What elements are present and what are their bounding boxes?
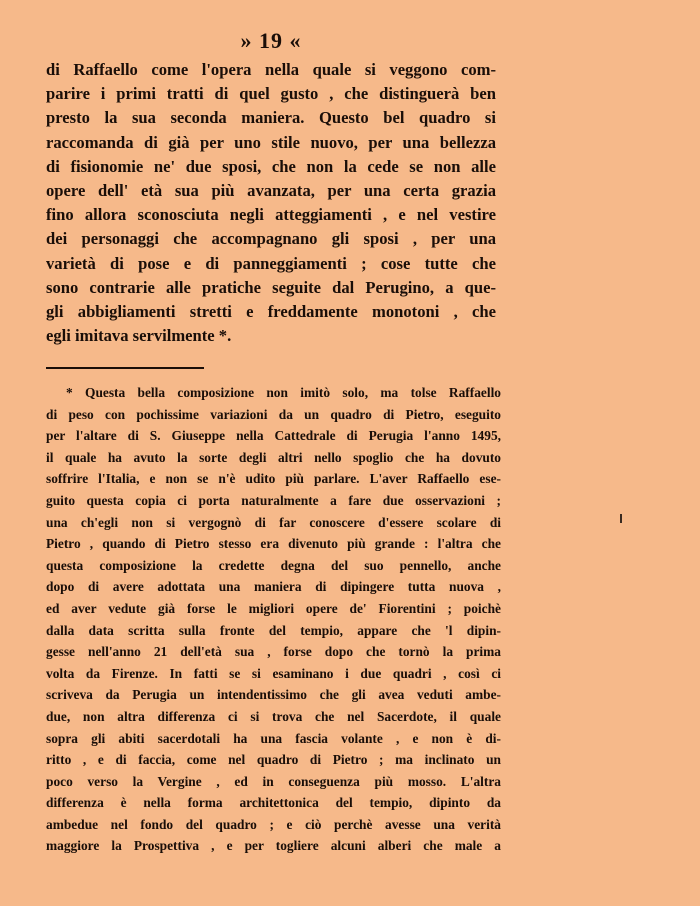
footnote-line: dopo di avere adottata una maniera di dipingere tutta nuova , — [46, 579, 501, 595]
footnote-line: gesse nell'anno 21 dell'età sua , forse dopo che tornò la prima — [46, 644, 501, 660]
body-line: parire i primi tratti di quel gusto , che distinguerà ben — [46, 84, 496, 104]
footnote-line: volta da Firenze. In fatti se si esaminano i due quadri , così ci — [46, 665, 501, 681]
footnote-line: scriveva da Perugia un intendentissimo che gli avea veduti ambe- — [46, 687, 501, 703]
footnote-line: una ch'egli non si vergognò di far conoscere d'essere scolare di — [46, 514, 501, 530]
footnote-line: dalla data scritta sulla fronte del tempio, appare che 'l dipin- — [46, 622, 501, 638]
footnote-line: di peso con pochissime variazioni da un quadro di Pietro, eseguito — [46, 406, 501, 422]
footnote-text — [46, 382, 501, 857]
body-line: sono contrarie alle pratiche seguite dal Perugino, a que- — [46, 277, 496, 297]
footnote-line: ritto , e di faccia, come nel quadro di Pietro ; ma inclinato un — [46, 752, 501, 768]
footnote-line: sopra gli abiti sacerdotali ha una fascia volante , e non è di- — [46, 730, 501, 746]
body-line: dei personaggi che accompagnano gli sposi , per una — [46, 229, 496, 249]
footnote-line: differenza è nella forma architettonica del tempio, dipinto da — [46, 795, 501, 811]
footnote-line: guito questa copia ci porta naturalmente a fare due osservazioni ; — [46, 492, 501, 508]
footnote-line: ambedue nel fondo del quadro ; e ciò perchè avesse una verità — [46, 816, 501, 832]
body-line: opere dell' età sua più avanzata, per una certa grazia — [46, 181, 496, 201]
body-line: presto la sua seconda maniera. Questo bel quadro si — [46, 108, 496, 128]
footnote-line: soffrire l'Italia, e non se n'è udito più parlare. L'aver Raffaello ese- — [46, 471, 501, 487]
footnote-line: due, non altra differenza ci si trova che nel Sacerdote, il quale — [46, 708, 501, 724]
main-body-text — [46, 58, 496, 348]
footnote-line: * Questa bella composizione non imitò solo, ma tolse Raffaello — [66, 385, 501, 400]
footnote-separator — [46, 367, 204, 369]
footnote-line: per l'altare di S. Giuseppe nella Cattedrale di Perugia l'anno 1495, — [46, 428, 501, 444]
body-line: gli abbigliamenti stretti e freddamente monotoni , che — [46, 302, 496, 322]
body-line: di Raffaello come l'opera nella quale si veggono com- — [46, 60, 496, 79]
footnote-line: questa composizione la credette degna del suo pennello, anche — [46, 557, 501, 573]
footnote-line: poco verso la Vergine , ed in conseguenza più mosso. L'altra — [46, 773, 501, 789]
footnote-line: ed aver vedute già forse le migliori opere de' Fiorentini ; poichè — [46, 600, 501, 616]
body-line: di fisionomie ne' due sposi, che non la cede se non alle — [46, 156, 496, 176]
footnote-line: il quale ha avuto la sorte degli altri nello spoglio che ha dovuto — [46, 449, 501, 465]
footnote-line: Pietro , quando di Pietro stesso era divenuto più grande : l'altra che — [46, 536, 501, 552]
body-line: raccomanda di già per uno stile nuovo, per una bellezza — [46, 132, 496, 152]
body-line: fino allora sconosciuta negli atteggiamenti , e nel vestire — [46, 205, 496, 225]
page-number: » 19 « — [240, 28, 302, 53]
footnote-line: maggiore la Prospettiva , e per togliere alcuni alberi che male a — [46, 838, 501, 854]
body-line: egli imitava servilmente *. — [46, 326, 232, 346]
margin-mark — [620, 514, 622, 523]
body-line: varietà di pose e di panneggiamenti ; cose tutte che — [46, 253, 496, 273]
